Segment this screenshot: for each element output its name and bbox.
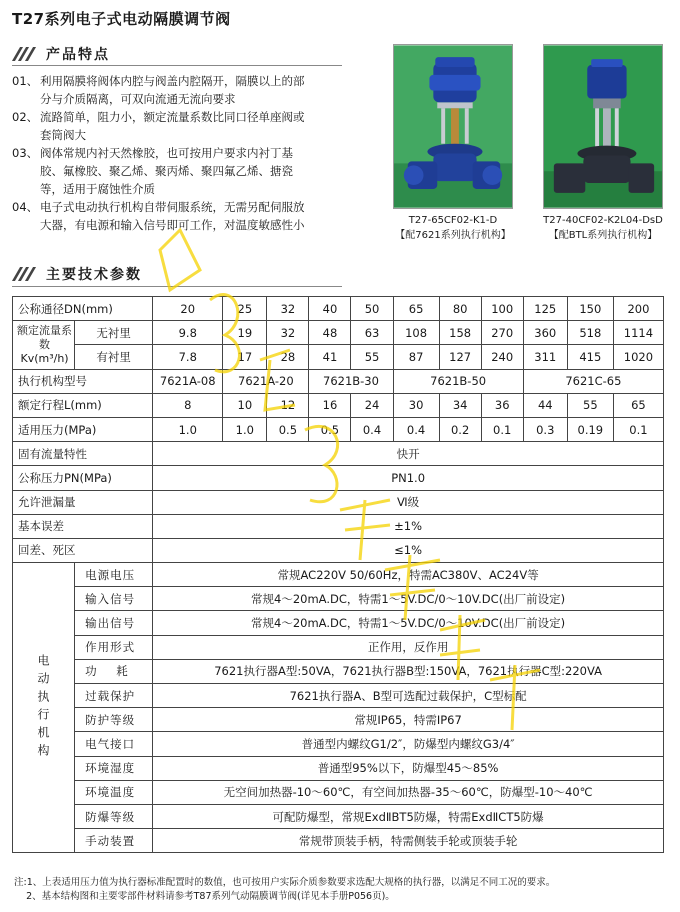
table-row: 公称通径DN(mm) 20 25 32 40 50 65 80 100 125 150 200 bbox=[13, 297, 664, 321]
table-row: 电气接口 普通型内螺纹G1/2″，防爆型内螺纹G3/4″ bbox=[13, 732, 664, 756]
section-header-features bbox=[12, 44, 110, 64]
valve-photo-2 bbox=[543, 44, 663, 209]
model-number: T27-65CF02-K1-D bbox=[408, 215, 498, 226]
table-row: 回差、死区 ≤1% bbox=[13, 538, 664, 562]
valve-photo-2-caption bbox=[530, 213, 676, 243]
caption-text: 【配BTL系列执行机构】 bbox=[548, 230, 658, 241]
feature-item: 01、 利用隔膜将阀体内腔与阀盖内腔隔开，隔膜以上的部分与介质隔离，可双向流通无流向要求 bbox=[12, 74, 305, 106]
table-row: 环境温度 无空间加热器-10～60℃，有空间加热器-35～60℃，防爆型-10～40℃ bbox=[13, 780, 664, 804]
footnote: 注:1、上表适用压力值为执行器标准配置时的数值，也可按用户实际介质参数要求选配大规格的执行器，以满足不同工况的要求。 bbox=[14, 877, 556, 888]
model-number: T27-40CF02-K2L04-DsD bbox=[543, 215, 663, 226]
table-row: 额定行程L(mm) 8 10 12 16 24 30 34 36 44 55 65 bbox=[13, 393, 664, 417]
table-row: 防护等级 常规IP65，特需IP67 bbox=[13, 708, 664, 732]
page-title: T27系列电子式电动隔膜调节阀 bbox=[12, 10, 231, 28]
section-divider bbox=[12, 65, 342, 66]
table-row: 基本误差 ±1% bbox=[13, 514, 664, 538]
actuator-group-label: 电动执行机构 bbox=[13, 563, 75, 853]
table-row: 执行机构型号 7621A-08 7621A-20 7621B-30 7621B-50 7621C-65 bbox=[13, 369, 664, 393]
feature-item: 03、 阀体常规内衬天然橡胶，也可按用户要求内衬丁基胶、氟橡胶、聚乙烯、聚丙烯、聚四氟乙烯、搪瓷等，适用于腐蚀性介质 bbox=[12, 146, 293, 196]
footnotes bbox=[14, 876, 555, 904]
table-row: 防爆等级 可配防爆型，常规ExdⅡBT5防爆，特需ExdⅡCT5防爆 bbox=[13, 804, 664, 828]
valve-photo-1 bbox=[393, 44, 513, 209]
table-row: 功 耗 7621执行器A型:50VA，7621执行器B型:150VA，7621执行器C型:220VA bbox=[13, 659, 664, 683]
feature-item: 04、 电子式电动执行机构自带伺服系统，无需另配伺服放大器，有电源和输入信号即可工作，对温度敏感性小 bbox=[12, 200, 305, 232]
diaphragm-valve-7621-image bbox=[394, 45, 512, 208]
feature-list bbox=[12, 72, 312, 234]
slash-stripes-icon bbox=[12, 267, 38, 281]
footnote: 2、基本结构图和主要零部件材料请参考T87系列气动隔膜调节阀(详见本手册P056页)。 bbox=[14, 891, 395, 902]
section-divider bbox=[12, 286, 342, 287]
table-row: 作用形式 正作用，反作用 bbox=[13, 635, 664, 659]
table-row: 环境湿度 普通型95%以下，防爆型45～85% bbox=[13, 756, 664, 780]
table-row: 公称压力PN(MPa) PN1.0 bbox=[13, 466, 664, 490]
table-row: 额定流量系数Kv(m³/h) 无衬里 9.8 19 32 48 63 108 158 270 360 518 1114 bbox=[13, 321, 664, 345]
table-row: 电动执行机构 电源电压 常规AC220V 50/60Hz，特需AC380V、AC24V等 bbox=[13, 563, 664, 587]
table-row: 过载保护 7621执行器A、B型可选配过载保护，C型标配 bbox=[13, 684, 664, 708]
table-row: 固有流量特性 快开 bbox=[13, 442, 664, 466]
table-row: 允许泄漏量 Ⅵ级 bbox=[13, 490, 664, 514]
section-title-features: 产品特点 bbox=[46, 47, 110, 63]
table-row: 输出信号 常规4～20mA.DC，特需1～5V.DC/0～10V.DC(出厂前设定) bbox=[13, 611, 664, 635]
caption-text: 【配7621系列执行机构】 bbox=[395, 230, 511, 241]
table-row: 手动装置 常规带顶装手柄，特需侧装手轮或顶装手轮 bbox=[13, 829, 664, 853]
kv-label: 额定流量系数Kv(m³/h) bbox=[13, 321, 75, 369]
valve-photo-1-caption bbox=[383, 213, 523, 243]
section-header-specs bbox=[12, 264, 142, 284]
diaphragm-valve-btl-image bbox=[544, 45, 662, 208]
spec-table bbox=[12, 296, 664, 853]
table-row: 输入信号 常规4～20mA.DC，特需1～5V.DC/0～10V.DC(出厂前设定) bbox=[13, 587, 664, 611]
table-row: 适用压力(MPa) 1.0 1.0 0.5 0.5 0.4 0.4 0.2 0.1 0.3 0.19 0.1 bbox=[13, 417, 664, 441]
table-row: 有衬里 7.8 17 28 41 55 87 127 240 311 415 1020 bbox=[13, 345, 664, 369]
feature-item: 02、 流路简单，阻力小，额定流量系数比同口径单座阀或套筒阀大 bbox=[12, 110, 305, 142]
section-title-specs: 主要技术参数 bbox=[46, 267, 142, 283]
slash-stripes-icon bbox=[12, 47, 38, 61]
